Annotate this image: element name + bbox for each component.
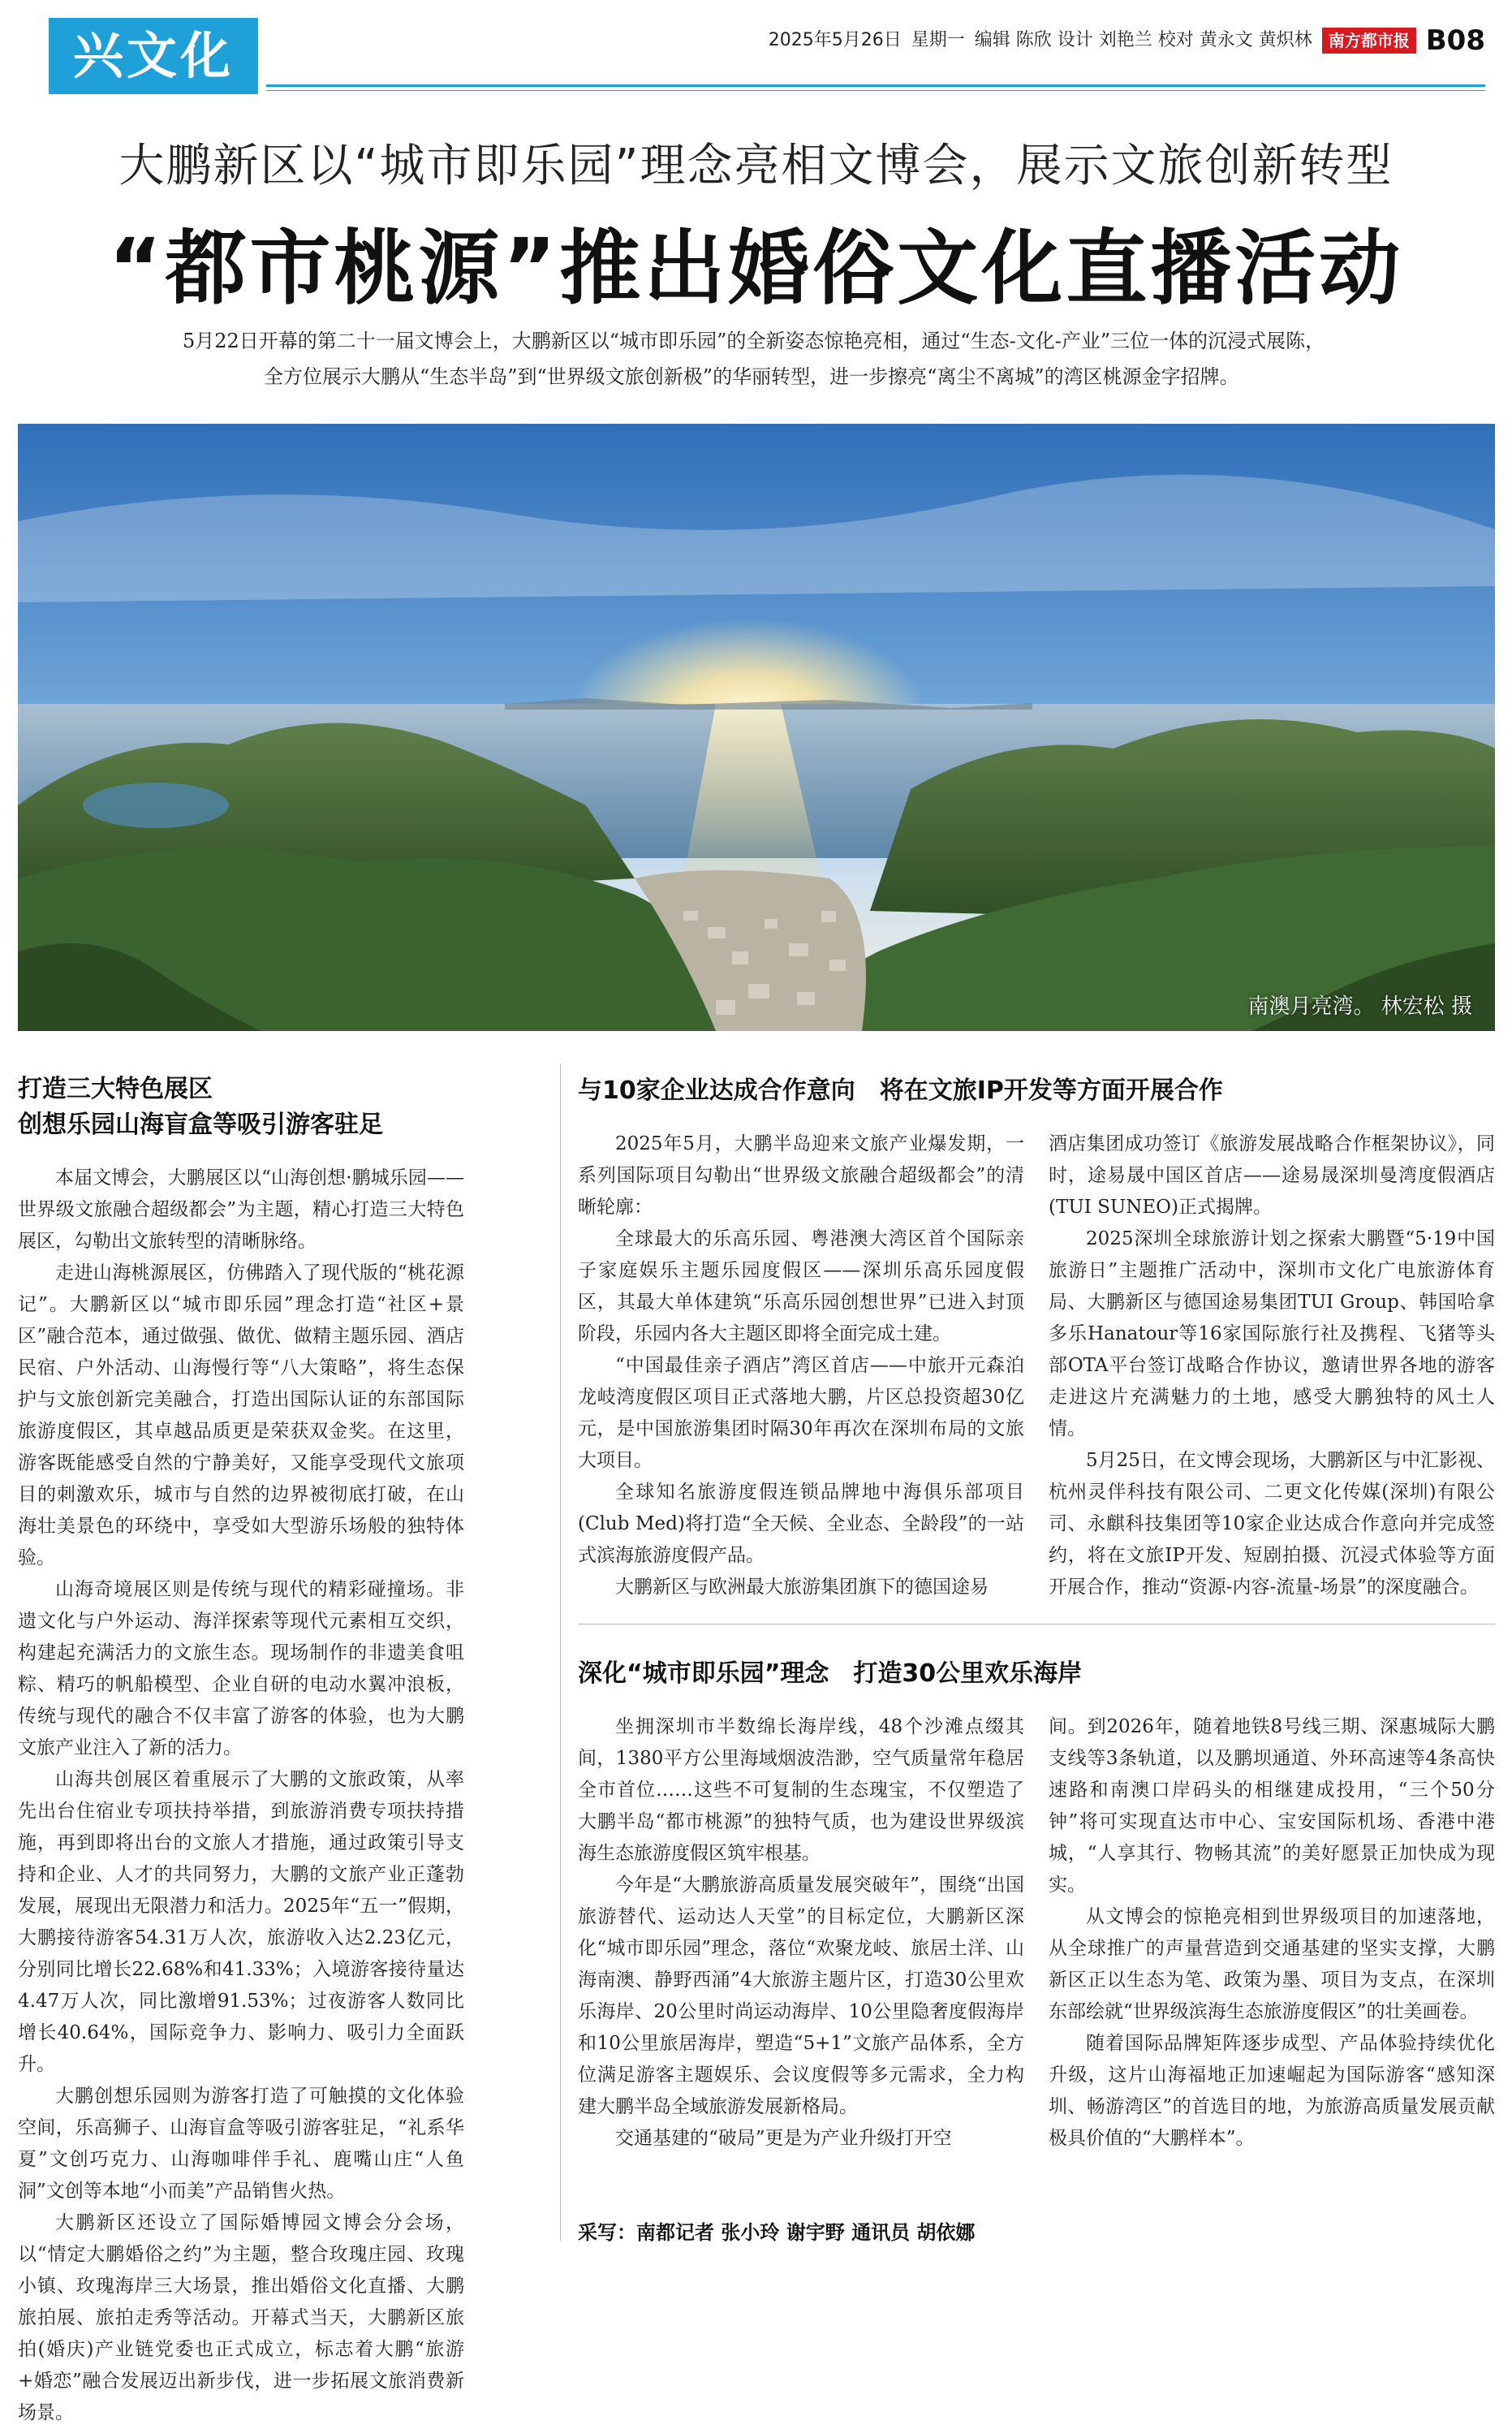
masthead (49, 18, 1485, 99)
photo-caption: 南澳月亮湾。 林宏松 摄 (1247, 994, 1472, 1019)
issue-weekday: 星期一 (911, 30, 965, 50)
paragraph: 大鹏创想乐园则为游客打造了可触摸的文化体验空间，乐高狮子、山海盲盒等吸引游客驻足，“礼系华夏”文创巧克力、山海咖啡伴手礼、鹿嘴山庄“人鱼洞”文创等本地“小而美”产品销售火热。 (18, 2086, 464, 2202)
column-3-heading: 深化“城市即乐园”理念 打造30公里欢乐海岸 (578, 1659, 1083, 1688)
article-column-1 (18, 1072, 464, 2429)
paragraph: 随着国际品牌矩阵逐步成型、产品体验持续优化升级，这片山海福地正加速崛起为国际游客“感知深圳、畅游湾区”的首选目的地，为旅游高质量发展贡献极具价值的“大鹏样本”。 (1049, 2033, 1495, 2149)
paragraph: 山海共创展区着重展示了大鹏的文旅政策，从率先出台住宿业专项扶持举措，到旅游消费专项扶持措施，再到即将出台的文旅人才措施，通过政策引导支持和企业、人才的共同努力，大鹏的文旅产业正蓬勃发展，展现出无限潜力和活力。2025年“五一”假期，大鹏接待游客54.31万人次，旅游收入达2.23亿元，分别同比增长22.68%和41.33%；入境游客接待量达4.47万人次，同比激增91.53%；过夜游客人数同比增长40.64%，国际竞争力、影响力、吸引力全面跃升。 (18, 1769, 464, 2075)
article-column-2b (1049, 1128, 1495, 1603)
lead-line: 全方位展示大鹏从“生态半岛”到“世界级文旅创新极”的华丽转型，进一步擦亮“离尘不离城”的湾区桃源金字招牌。 (264, 365, 1239, 388)
lead-paragraph (183, 323, 1335, 395)
paragraph: 本届文博会，大鹏展区以“山海创想·鹏城乐园——世界级文旅融合超级都会”为主题，精心打造三大特色展区，勾勒出文旅转型的清晰脉络。 (18, 1167, 464, 1252)
paragraph: “中国最佳亲子酒店”湾区首店——中旅开元森泊龙岐湾度假区项目正式落地大鹏，片区总投资超30亿元，是中国旅游集团时隔30年再次在深圳布局的文旅大项目。 (578, 1355, 1024, 1471)
article-column-2a (578, 1128, 1024, 1603)
paragraph: 2025年5月，大鹏半岛迎来文旅产业爆发期，一系列国际项目勾勒出“世界级文旅融合超级都会”的清晰轮廓： (578, 1133, 1024, 1218)
paragraph: 2025深圳全球旅游计划之探索大鹏暨“5·19中国旅游日”主题推广活动中，深圳市文化广电旅游体育局、大鹏新区与德国途易集团TUI Group、韩国哈拿多乐Hanatour等16家国际旅行社及携程、飞猪等头部OTA平台签订战略合作协议，邀请世界各地的游客走进这片充满魅力的土地，感受大鹏独特的风土人情。 (1049, 1228, 1495, 1439)
paper-logo: 南方都市报 (1322, 28, 1416, 54)
paragraph: 今年是“大鹏旅游高质量发展突破年”，围绕“出国旅游替代、运动达人天堂”的目标定位，大鹏新区深化“城市即乐园”理念，落位“欢聚龙岐、旅居土洋、山海南澳、静野西涌”4大旅游主题片区，打造30公里欢乐海岸、20公里时尚运动海岸、10公里隐奢度假海岸和10公里旅居海岸，塑造“5+1”文旅产品体系，全方位满足游客主题娱乐、会议度假等多元需求，全力构建大鹏半岛全域旅游发展新格局。 (578, 1875, 1024, 2117)
feature-photo (18, 424, 1495, 1031)
header-rule (266, 84, 1485, 87)
paragraph: 全球知名旅游度假连锁品牌地中海俱乐部项目(Club Med)将打造“全天候、全业态、全龄段”的一站式滨海旅游度假产品。 (578, 1482, 1024, 1566)
column-1-heading-line-1: 打造三大特色展区 (18, 1075, 213, 1103)
column-1-heading-line-2: 创想乐园山海盲盒等吸引游客驻足 (18, 1111, 383, 1139)
section-tag: 兴文化 (49, 18, 258, 94)
paragraph: 全球最大的乐高乐园、粤港澳大湾区首个国际亲子家庭娱乐主题乐园度假区——深圳乐高乐园度假区，其最大单体建筑“乐高乐园创想世界”已进入封顶阶段，乐园内各大主题区即将全面完成土建。 (578, 1228, 1024, 1344)
page-meta (769, 24, 1485, 57)
byline: 采写：南都记者 张小玲 谢宇野 通讯员 胡依娜 (578, 2221, 976, 2244)
article-column-3a (578, 1711, 1024, 2155)
lead-line: 5月22日开幕的第二十一届文博会上，大鹏新区以“城市即乐园”的全新姿态惊艳亮相，通过“生态-文化-产业”三位一体的沉浸式展陈， (183, 330, 1325, 352)
headline-title: “都市桃源”推出婚俗文化直播活动 (108, 221, 1404, 316)
issue-date: 2025年5月26日 (768, 30, 902, 50)
paragraph: 山海奇境展区则是传统与现代的精彩碰撞场。非遗文化与户外运动、海洋探索等现代元素相互交织，构建起充满活力的文旅生态。现场制作的非遗美食咀粽、精巧的帆船模型、企业自研的电动水翼冲浪板，传统与现代的融合不仅丰富了游客的体验，也为大鹏文旅产业注入了新的活力。 (18, 1579, 464, 1758)
article-column-3b (1049, 1711, 1495, 2155)
header-rule-thin (266, 90, 1485, 91)
headline-subtitle: 大鹏新区以“城市即乐园”理念亮相文博会，展示文旅创新转型 (118, 140, 1394, 192)
paragraph: 走进山海桃源展区，仿佛踏入了现代版的“桃花源记”。大鹏新区以“城市即乐园”理念打造“社区+景区”融合范本，通过做强、做优、做精主题乐园、酒店民宿、户外活动、山海慢行等“八大策略”，将生态保护与文旅创新完美融合，打造出国际认证的东部国际旅游度假区，其卓越品质更是荣获双金奖。在这里，游客既能感受自然的宁静美好，又能享受现代文旅项目的刺激欢乐，城市与自然的边界被彻底打破，在山海壮美景色的环绕中，享受如大型游乐场般的独特体验。 (18, 1262, 464, 1568)
column-2-heading: 与10家企业达成合作意向 将在文旅IP开发等方面开展合作 (578, 1076, 1223, 1105)
column-divider (560, 1063, 561, 2241)
paragraph: 5月25日，在文博会现场，大鹏新区与中汇影视、杭州灵伴科技有限公司、二更文化传媒(深圳)有限公司、永麒科技集团等10家企业达成合作意向并完成签约，将在文旅IP开发、短剧拍摄、沉浸式体验等方面开展合作，推动“资源-内容-流量-场景”的深度融合。 (1049, 1450, 1495, 1598)
paragraph: 间。到2026年，随着地铁8号线三期、深惠城际大鹏支线等3条轨道，以及鹏坝通道、外环高速等4条高快速路和南澳口岸码头的相继建成投用，“三个50分钟”将可实现直达市中心、宝安国际机场、香港中港城，“人享其行、物畅其流”的美好愿景正加快成为现实。 (1049, 1716, 1495, 1896)
coastline-photo-illustration (18, 424, 1495, 1031)
paragraph: 坐拥深圳市半数绵长海岸线，48个沙滩点缀其间，1380平方公里海域烟波浩渺，空气质量常年稳居全市首位……这些不可复制的生态瑰宝，不仅塑造了大鹏半岛“都市桃源”的独特气质，也为建设世界级滨海生态旅游度假区筑牢根基。 (578, 1716, 1024, 1864)
paragraph: 交通基建的“破局”更是为产业升级打开空 (615, 2128, 952, 2149)
page-number: B08 (1425, 24, 1485, 57)
paragraph: 酒店集团成功签订《旅游发展战略合作框架协议》，同时，途易晟中国区首店——途易晟深圳曼湾度假酒店(TUI SUNEO)正式揭牌。 (1049, 1133, 1495, 1218)
paragraph: 从文博会的惊艳亮相到世界级项目的加速落地，从全球推广的声量营造到交通基建的坚实支撑，大鹏新区正以生态为笔、政策为墨、项目为支点，在深圳东部绘就“世界级滨海生态旅游度假区”的壮美画卷。 (1049, 1906, 1495, 2022)
paragraph: 大鹏新区还设立了国际婚博园文博会分会场，以“情定大鹏婚俗之约”为主题，整合玫瑰庄园、玫瑰小镇、玫瑰海岸三大场景，推出婚俗文化直播、大鹏旅拍展、旅拍走秀等活动。开幕式当天，大鹏新区旅拍(婚庆)产业链党委也正式成立，标志着大鹏“旅游+婚恋”融合发展迈出新步伐，进一步拓展文旅消费新场景。 (18, 2212, 464, 2423)
staff-credits: 编辑 陈欣 设计 刘艳兰 校对 黄永文 黄炽林 (974, 30, 1312, 50)
paragraph: 大鹏新区与欧洲最大旅游集团旗下的德国途易 (615, 1577, 989, 1598)
